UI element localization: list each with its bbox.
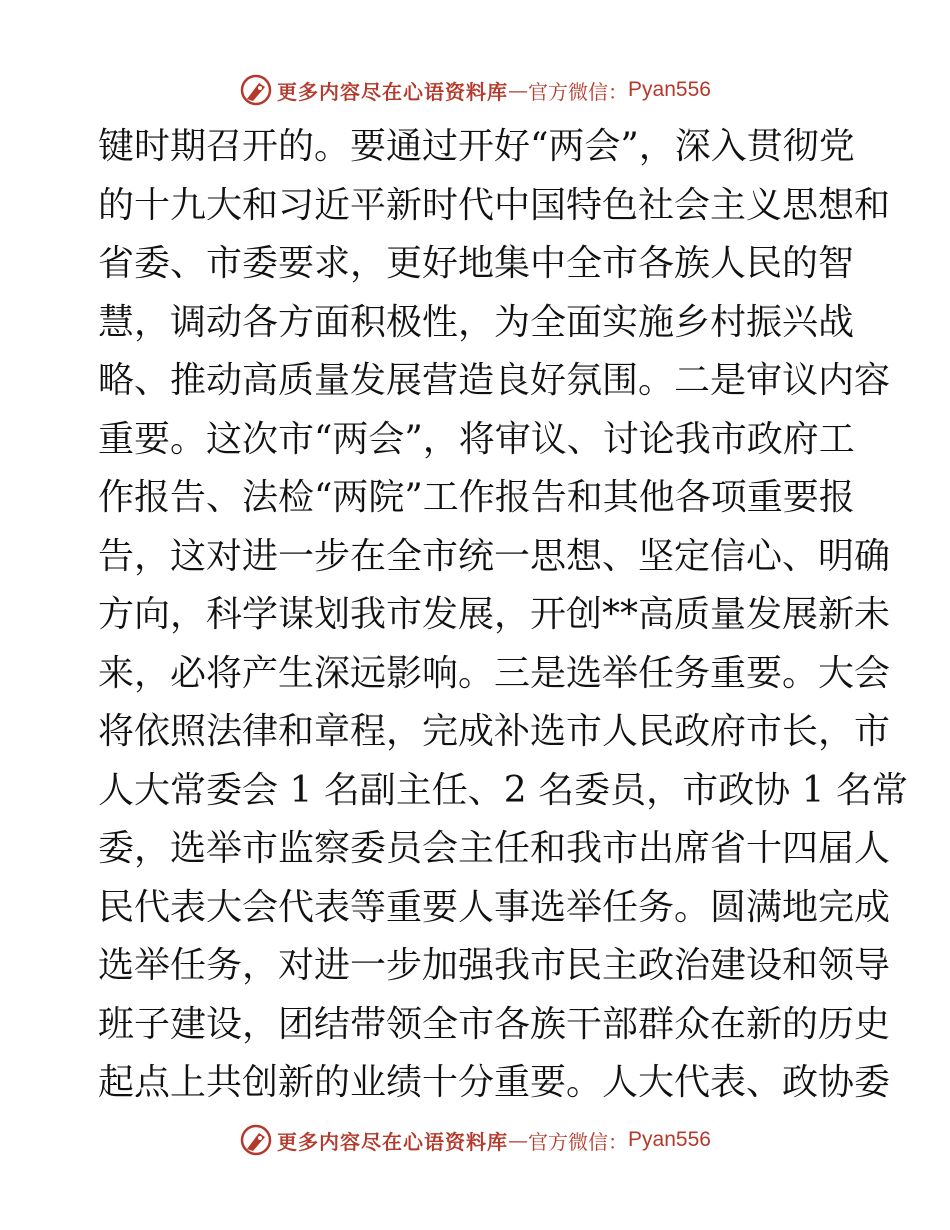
pen-nib-logo-icon: [239, 73, 273, 107]
body-line: 重要。这次市“两会”，将审议、讨论我市政府工: [98, 418, 855, 460]
body-line: 起点上共创新的业绩十分重要。人大代表、政协委: [98, 1062, 891, 1103]
body-line: 告，这对进一步在全市统一思想、坚定信心、明确: [98, 535, 891, 577]
body-line: 方向，科学谋划我市发展，开创**高质量发展新未: [98, 594, 891, 635]
banner-separator: —: [508, 1128, 529, 1152]
body-line: 来，必将产生深远影响。三是选举任务重要。大会: [98, 652, 891, 694]
body-line: 将依照法律和章程，完成补选市人民政府市长，市: [98, 711, 891, 752]
banner-wechat-label: 官方微信：: [528, 79, 629, 104]
banner-title: 更多内容尽在心语资料库: [277, 1129, 509, 1154]
body-line: 的十九大和习近平新时代中国特色社会主义思想和: [98, 184, 891, 226]
banner-wechat-id: Pyan556: [628, 1128, 711, 1151]
body-line: 略、推动高质量发展营造良好氛围。二是审议内容: [98, 360, 891, 401]
body-line: 省委、市委要求，更好地集中全市各族人民的智: [98, 243, 855, 284]
banner-separator: —: [508, 78, 529, 102]
body-line: 键时期召开的。要通过开好“两会”，深入贯彻党: [98, 126, 855, 167]
body-line: 作报告、法检“两院”工作报告和其他各项重要报: [98, 477, 855, 518]
banner-title: 更多内容尽在心语资料库: [277, 79, 509, 104]
document-body: [98, 118, 908, 1113]
body-line: 慧，调动各方面积极性，为全面实施乡村振兴战: [98, 301, 855, 343]
footer-banner: [0, 1120, 950, 1160]
body-line: 民代表大会代表等重要人事选举任务。圆满地完成: [98, 886, 891, 928]
body-line: 委，选举市监察委员会主任和我市出席省十四届人: [98, 828, 891, 869]
body-line: 人大常委会 1 名副主任、2 名委员，市政协 1 名常: [98, 769, 908, 811]
banner-wechat-id: Pyan556: [628, 78, 711, 101]
banner-wechat-label: 官方微信：: [528, 1129, 629, 1154]
header-banner: [0, 70, 950, 110]
body-line: 班子建设，团结带领全市各族干部群众在新的历史: [98, 1003, 891, 1045]
pen-nib-logo-icon: [239, 1123, 273, 1157]
body-line: 选举任务，对进一步加强我市民主政治建设和领导: [98, 945, 891, 986]
